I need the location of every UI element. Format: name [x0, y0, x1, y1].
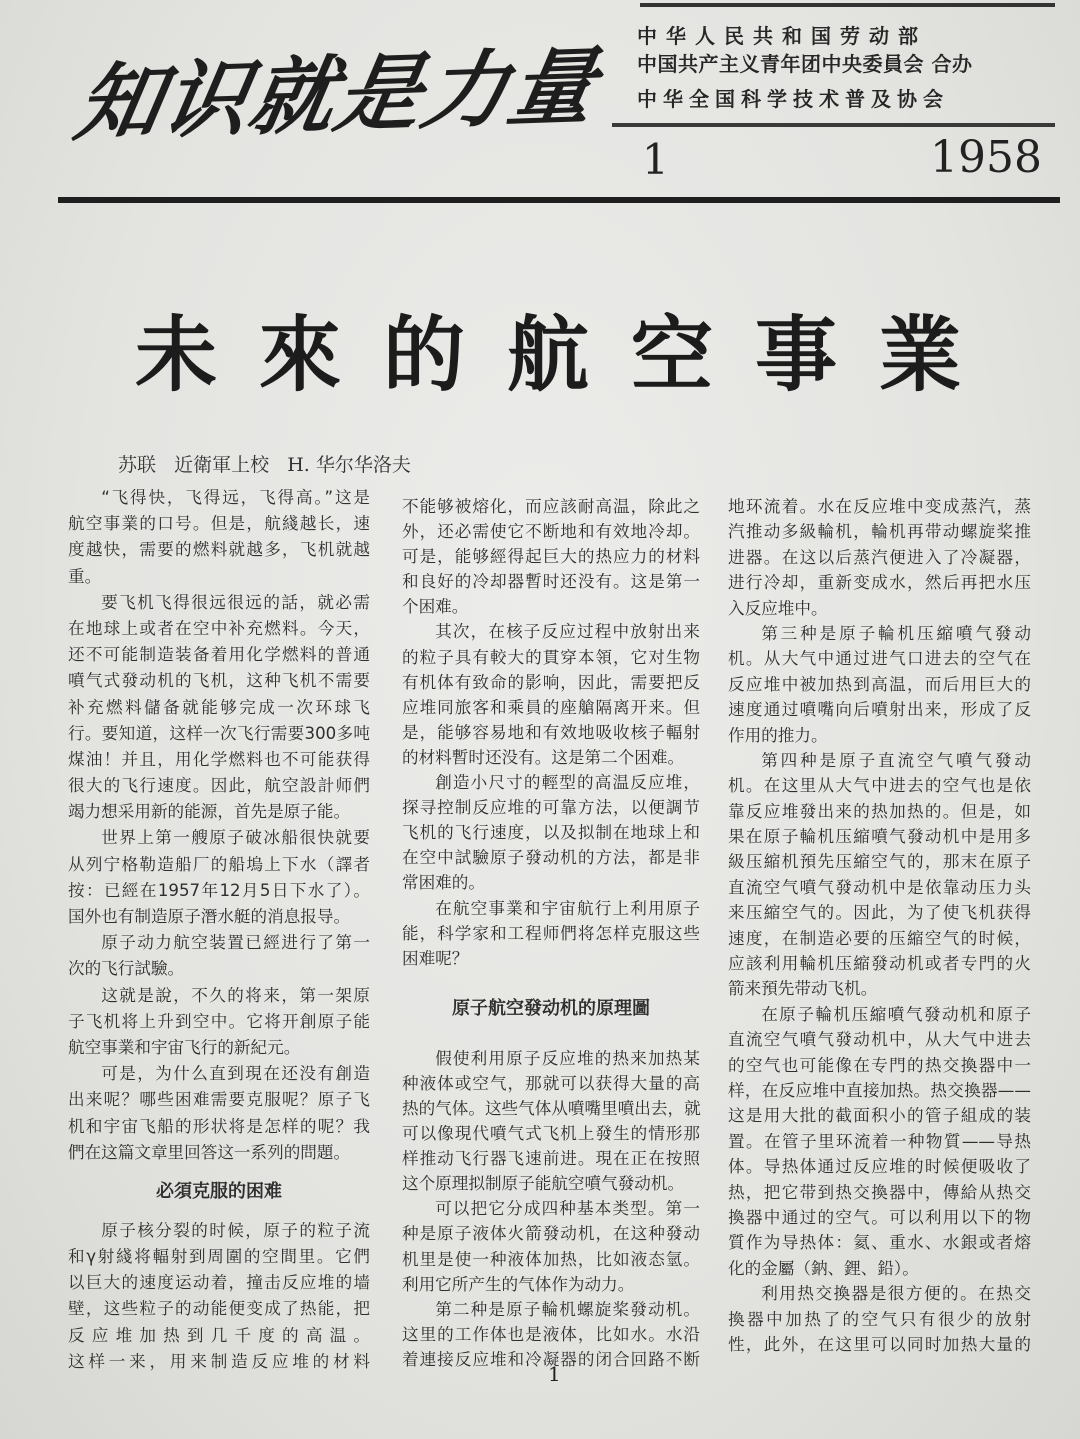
paragraph-line: 飞机的飞行速度，以及拟制在地球上和: [402, 823, 700, 843]
paragraph-line: 这个原理拟制原子能航空噴气發动机。: [402, 1174, 685, 1194]
paragraph-line: 这就是說，不久的将来，第一架原: [101, 985, 370, 1005]
header-rule-middle: [612, 123, 1055, 127]
paragraph-line: 換器中加热了的空气只有很少的放射: [728, 1309, 1031, 1329]
article-column-3: [728, 494, 1031, 1357]
paragraph-line: 有机体有致命的影响，因此，需要把反: [402, 672, 700, 692]
organizer-line-2: 中国共产主义青年团中央委員会 合办: [637, 52, 973, 76]
paragraph-line: 困难呢？: [402, 948, 469, 968]
organizer-line-3: 中华全国科学技术普及协会: [637, 87, 949, 111]
paragraph-line: 其次，在核子反应过程中放射出来: [435, 622, 700, 642]
paragraph-line: 还不可能制造装备着用化学燃料的普通: [68, 645, 370, 665]
paragraph-line: 世界上第一艘原子破冰船很快就要: [101, 828, 370, 848]
article-title: 未來的航空事業: [135, 308, 1004, 403]
article-column-2: [402, 494, 700, 1372]
paragraph-line: 样，在反应堆中直接加热。热交換器——: [728, 1080, 1031, 1100]
paragraph-line: 外，还必需使它不断地和有效地冷却。: [402, 522, 700, 542]
paragraph-line: 来压縮空气的。因此，为了使飞机获得: [728, 903, 1031, 923]
paragraph-line: 和良好的冷却器暫时还没有。这是第一: [402, 572, 700, 592]
paragraph-line: 直流空气噴气發动机中，从大气中进去: [728, 1030, 1031, 1050]
paragraph-line: 煤油！并且，用化学燃料也不可能获得: [68, 749, 370, 769]
paragraph-line: 地环流着。水在反应堆中变成蒸汽，蒸: [728, 497, 1031, 516]
paragraph-line: 可以把它分成四种基本类型。第一: [435, 1199, 700, 1219]
paragraph-line: 速度，在制造必要的压縮空气的时候，: [728, 928, 1031, 948]
paragraph-line: 常困难的。: [402, 873, 485, 893]
paragraph-line: 反应堆加热到几千度的高温。: [68, 1325, 370, 1345]
paragraph-line: 果在原子輪机压縮噴气發动机中是用多: [728, 827, 1031, 847]
paragraph-line: 和γ射綫将輻射到周圍的空間里。它們: [68, 1247, 370, 1267]
paragraph-line: 在原子輪机压縮噴气發动机和原子: [761, 1004, 1031, 1024]
paragraph-line: 不能够被熔化，而应該耐高温，除此之: [402, 497, 700, 516]
paragraph-line: 置。在管子里环流着一种物質——导热: [728, 1131, 1031, 1151]
paragraph-line: 热，把它带到热交換器中，傳給从热交: [728, 1182, 1031, 1202]
paragraph-line: 在空中試驗原子發动机的方法，都是非: [402, 848, 700, 868]
paragraph-line: 这里的工作体也是液体，比如水。水沿: [402, 1324, 700, 1344]
section-heading: 必須克服的困难: [156, 1180, 282, 1202]
paragraph-line: 在地球上或者在空中补充燃料。今天，: [68, 618, 370, 638]
paragraph-line: 行。要知道，这样一次飞行需要300多吨: [68, 723, 370, 743]
paragraph-line: 机里是使一种液体加热，比如液态氫。: [402, 1249, 700, 1269]
paragraph-line: 补充燃料儲备就能够完成一次环球飞: [68, 697, 370, 717]
page-number: 1: [548, 1362, 561, 1386]
paragraph-line: “飞得快，飞得远，飞得高。”这是: [101, 488, 370, 507]
paragraph-line: 应該利用輪机压縮發动机或者专門的火: [728, 954, 1031, 974]
article-byline: 苏联 近衛軍上校 H. 华尔华洛夫: [118, 454, 411, 476]
paragraph-line: 这是用大批的截面积小的管子組成的装: [728, 1106, 1031, 1126]
paragraph-line: 以巨大的速度运动着，撞击反应堆的墙: [68, 1273, 370, 1293]
paragraph-line: 很大的飞行速度。因此，航空設計师們: [68, 776, 370, 796]
paragraph-line: 箭来預先带动飞机。: [728, 979, 878, 999]
paragraph-line: 航空事業的口号。但是，航綫越长，速: [68, 514, 370, 534]
paragraph-line: 要飞机飞得很远很远的話，就必需: [101, 592, 370, 612]
paragraph-line: 机。从大气中通过进气口进去的空气在: [728, 649, 1031, 669]
masthead-divider: [58, 197, 1060, 203]
paragraph-line: 子飞机将上升到空中。它将开創原子能: [68, 1011, 370, 1031]
issue-year: 1958: [930, 132, 1042, 183]
magazine-masthead-logo: 知识就是力量: [68, 36, 606, 153]
paragraph-line: 可是，为什么直到現在还没有創造: [101, 1064, 370, 1084]
section-heading: 原子航空發动机的原理圖: [452, 997, 650, 1019]
paragraph-line: 靠反应堆發出来的热加热的。但是，如: [728, 801, 1031, 821]
paragraph-line: 从列宁格勒造船厂的船塢上下水（譯者: [68, 854, 370, 874]
paragraph-line: 化的金屬（鈉、鋰、鉛）。: [728, 1258, 919, 1278]
paragraph-line: 机。在这里从大气中进去的空气也是依: [728, 776, 1031, 796]
paragraph-line: 的粒子具有較大的貫穿本領，它对生物: [402, 647, 700, 667]
paragraph-line: 出来呢？哪些困难需要克服呢？原子飞: [68, 1090, 370, 1110]
paragraph-line: 可以像現代噴气式飞机上發生的情形那: [402, 1124, 700, 1144]
paragraph-line: 次的飞行試驗。: [68, 959, 185, 979]
paragraph-line: 种是原子液体火箭發动机，在这种發动: [402, 1224, 700, 1244]
paragraph-line: 質作为导热体：氦、重水、水銀或者熔: [728, 1233, 1031, 1253]
paragraph-line: 体。导热体通过反应堆的时候便吸收了: [728, 1157, 1031, 1177]
paragraph-line: 这样一来，用来制造反应堆的材料: [68, 1351, 370, 1371]
paragraph-line: 壁，这些粒子的动能便变成了热能，把: [68, 1299, 370, 1319]
paragraph-line: 汽推动多級輪机，輪机再带动螺旋桨推: [728, 522, 1031, 542]
paragraph-line: 重。: [68, 566, 102, 586]
organizer-line-1: 中华人民共和国劳动部: [637, 24, 927, 48]
paragraph-line: 的材料暫时还没有。这是第二个困难。: [402, 747, 685, 767]
paragraph-line: 換器中通过的空气。可以利用以下的物: [728, 1207, 1031, 1227]
paragraph-line: 速度通过噴嘴向后噴射出来，形成了反: [728, 700, 1031, 720]
header-rule-top: [640, 3, 1055, 7]
paragraph-line: 假使利用原子反应堆的热来加热某: [435, 1048, 700, 1068]
paragraph-line: 样推动飞行器飞速前进。現在正在按照: [402, 1149, 700, 1169]
paragraph-line: 进行冷却，重新变成水，然后再把水压: [728, 573, 1031, 593]
paragraph-line: 原子动力航空装置已經进行了第一: [101, 933, 370, 953]
paragraph-line: 噴气式發动机的飞机，这种飞机不需要: [68, 671, 370, 691]
paragraph-line: 可是，能够經得起巨大的热应力的材料: [402, 547, 700, 567]
paragraph-line: 入反应堆中。: [728, 598, 828, 618]
paragraph-line: 应堆同旅客和乘員的座艙隔离开来。但: [402, 697, 700, 717]
paragraph-line: 机和宇宙飞船的形状将是怎样的呢？我: [68, 1116, 370, 1136]
paragraph-line: 反应堆中被加热到高温，而后用巨大的: [728, 674, 1031, 694]
paragraph-line: 是，能够容易地和有效地吸收核子輻射: [402, 722, 700, 742]
paragraph-line: 个困难。: [402, 597, 469, 617]
paragraph-line: 直流空气噴气發动机中是依靠动压力头: [728, 877, 1031, 897]
issue-number: 1: [642, 135, 669, 184]
paragraph-line: 的空气也可能像在专門的热交換器中一: [728, 1055, 1031, 1075]
paragraph-line: 作用的推力。: [728, 725, 828, 745]
article-column-1: [68, 485, 370, 1375]
paragraph-line: 竭力想采用新的能源，首先是原子能。: [68, 802, 351, 822]
paragraph-line: 創造小尺寸的輕型的高温反应堆，: [435, 773, 700, 793]
paragraph-line: 第二种是原子輪机螺旋桨發动机。: [435, 1299, 700, 1319]
paragraph-line: 利用它所产生的气体作为动力。: [402, 1274, 635, 1294]
paragraph-line: 第四种是原子直流空气噴气發动: [761, 750, 1031, 770]
paragraph-line: 性，此外，在这里可以同时加热大量的: [728, 1334, 1031, 1354]
paragraph-line: 按：已經在1957年12月5日下水了）。: [68, 880, 370, 900]
paragraph-line: 度越快，需要的燃料就越多，飞机就越: [68, 540, 370, 560]
paragraph-line: 們在这篇文章里回答这一系列的問題。: [68, 1142, 351, 1162]
paragraph-line: 热的气体。这些气体从噴嘴里噴出去，就: [402, 1098, 701, 1118]
paragraph-line: 利用热交換器是很方便的。在热交: [761, 1284, 1031, 1304]
paragraph-line: 能，科学家和工程师們将怎样克服这些: [402, 923, 700, 943]
paragraph-line: 航空事業和宇宙飞行的新紀元。: [68, 1037, 301, 1057]
paragraph-line: 第三种是原子輪机压縮噴气發动: [761, 623, 1031, 643]
paragraph-line: 国外也有制造原子潛水艇的消息报导。: [68, 907, 351, 926]
paragraph-line: 着連接反应堆和冷凝器的闭合回路不断: [402, 1349, 700, 1369]
paragraph-line: 級压縮机預先压縮空气的，那末在原子: [728, 852, 1031, 872]
paragraph-line: 种液体或空气，那就可以获得大量的高: [402, 1073, 700, 1093]
paragraph-line: 原子核分裂的时候，原子的粒子流: [101, 1220, 370, 1240]
paragraph-line: 在航空事業和宇宙航行上利用原子: [435, 898, 700, 918]
paragraph-line: 探寻控制反应堆的可靠方法，以便調节: [402, 798, 700, 818]
paragraph-line: 进器。在这以后蒸汽便进入了冷凝器，: [728, 547, 1031, 567]
